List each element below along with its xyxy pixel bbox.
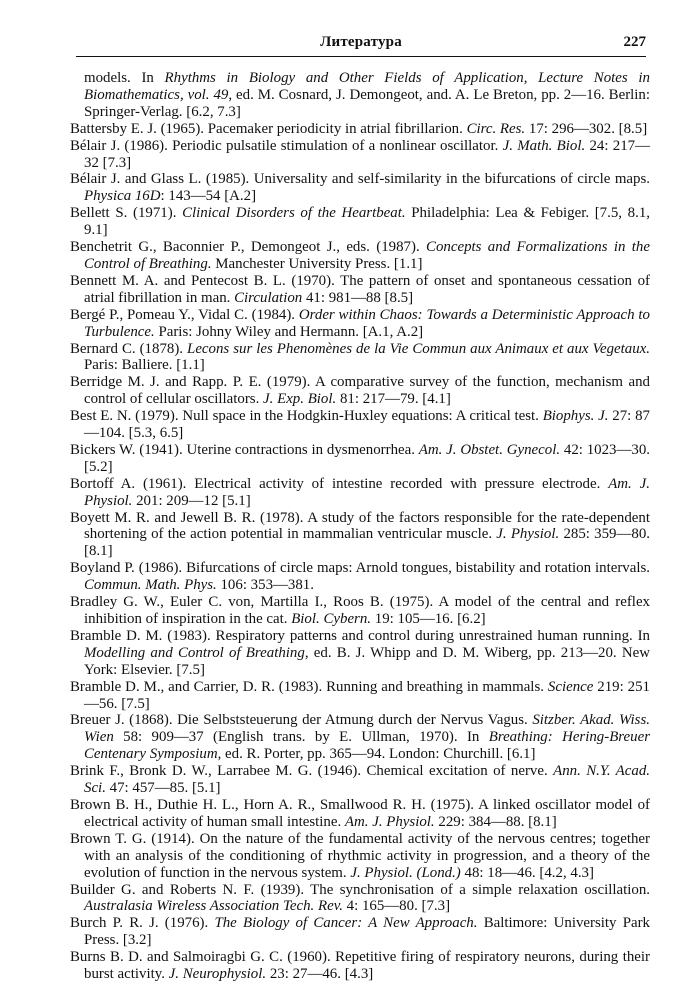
reference-text: 24: 217—32 [7.3] [84,137,650,171]
reference-source-title: Modelling and Control of Breathing [84,644,305,661]
reference-entry [70,239,650,273]
reference-text: 201: 209—12 [5.1] [132,492,251,509]
reference-source-title: J. Physiol. (Lond.) [350,864,461,881]
reference-entry [70,121,650,138]
reference-text: Bradley G. W., Euler C. von, Martilla I., Roos B. (1975). A model of the central and reflex inhibition of inspiration in the cat. [70,594,650,627]
reference-entry [70,408,650,442]
reference-entry [70,831,650,882]
reference-text: 41: 981—88 [8.5] [302,289,414,306]
reference-entry [70,915,650,949]
reference-text: Breuer J. (1868). Die Selbststeuerung der Atmung durch der Nervus Vagus. [70,712,533,729]
reference-source-title: Circulation [234,289,303,306]
reference-text: Bergé P., Pomeau Y., Vidal C. (1984). [70,306,299,323]
reference-text: Philadelphia: Lea & Febiger. [7.5, 8.1, 9.1] [84,205,651,239]
reference-text: 42: 1023—30. [5.2] [84,441,650,475]
reference-entry [70,510,650,561]
reference-text: Battersby E. J. (1965). Pacemaker periodicity in atrial fibrillarion. [70,120,467,137]
reference-text: Brown T. G. (1914). On the nature of the fundamental activity of the nervous centres; together with an analysis of the conditioning of rhythmic activity in progression, and a theory of the evolution of function in the nervous system. [70,830,650,881]
reference-text: Baltimore: University Park Press. [3.2] [84,915,650,949]
reference-text: Boyett M. R. and Jewell B. R. (1978). A study of the factors responsible for the rate-dependent shortening of the action potential in mammalian ventricular muscle. [70,509,650,543]
reference-text: 106: 353—381. [216,577,314,594]
reference-source-title: Biol. Cybern. [291,611,372,627]
reference-text: Burch P. R. J. (1976). [70,915,215,932]
reference-source-title: Rhythms in Biology and Other Fields of Application, Lecture Notes in Biomathematics, vol. 49 [84,70,650,103]
reference-entry [70,307,650,341]
reference-source-title: Am. J. Physiol. [344,813,435,830]
reference-source-title: Am. J. Obstet. Gynecol. [418,441,561,458]
reference-source-title: Science [547,678,594,695]
reference-list [70,70,650,983]
reference-source-title: Breathing: Hering-Breuer Centenary Symposium [84,729,651,763]
reference-text: models. In [84,70,165,86]
reference-entry [70,171,650,205]
reference-entry [70,679,650,713]
reference-text: Bélair J. (1986). Periodic pulsatile stimulation of a nonlinear oscillator. [70,137,503,154]
reference-entry [70,273,650,307]
reference-entry [70,763,650,797]
reference-source-title: Lecons sur les Phenomènes de la Vie Commun aux Animaux et aux Vegetaux. [187,340,651,357]
reference-text: 23: 27—46. [4.3] [266,966,374,983]
reference-source-title: Circ. Res. [466,120,526,137]
reference-source-title: Sitzber. Akad. Wiss. Wien [84,712,650,746]
reference-text: Berridge M. J. and Rapp. P. E. (1979). A comparative survey of the function, mechanism and control of cellular oscillators. [70,374,650,408]
reference-text: Bélair J. and Glass L. (1985). Universality and self-similarity in the bifurcations of circle maps. [70,171,650,188]
reference-entry [70,628,650,679]
reference-source-title: Order within Chaos: Towards a Deterministic Approach to Turbulence. [84,306,650,340]
reference-text: Paris: Johny Wiley and Hermann. [A.1, A.2] [154,323,424,340]
reference-text: 58: 909—37 (English trans. by E. Ullman, 1970). In [113,729,489,746]
reference-text: 285: 359—80. [8.1] [84,526,650,560]
reference-text: Bramble D. M. (1983). Respiratory patterns and control during unrestrained human running. In [70,627,650,644]
reference-source-title: J. Math. Biol. [502,137,586,154]
reference-text: Bickers W. (1941). Uterine contractions in dysmenorrhea. [70,441,419,458]
reference-text: 229: 384—88. [8.1] [434,813,557,830]
page-number: 227 [623,34,646,50]
reference-entry [70,949,650,983]
reference-text: 17: 296—302. [8.5] [525,120,648,137]
reference-text: Benchetrit G., Baconnier P., Demongeot J., eds. (1987). [70,239,427,256]
reference-source-title: J. Physiol. [496,526,560,543]
reference-entry [70,70,650,121]
reference-text: , ed. R. Porter, pp. 365—94. London: Churchill. [6.1] [217,746,536,763]
reference-text: Best E. N. (1979). Null space in the Hodgkin-Huxley equations: A critical test. [70,408,543,425]
reference-source-title: Commun. Math. Phys. [84,577,217,594]
reference-text: Bennett M. A. and Pentecost B. L. (1970). The pattern of onset and spontaneous cessation of atrial fibrillation in man. [70,272,650,306]
reference-text: 19: 105—16. [6.2] [371,611,486,627]
reference-text: , ed. M. Cosnard, J. Demongeot, and. A. Le Breton, pp. 2—16. Berlin: Springer-Verlag. [6.2, 7.3] [84,86,651,120]
reference-source-title: J. Neurophysiol. [168,966,267,983]
reference-source-title: Clinical Disorders of the Heartbeat. [182,205,406,222]
reference-text: Bernard C. (1878). [70,340,188,357]
reference-text: 27: 87—104. [5.3, 6.5] [84,408,650,442]
header-title: Литература [320,34,402,50]
reference-entry [70,205,650,239]
reference-entry [70,797,650,831]
reference-text: Brown B. H., Duthie H. L., Horn A. R., Smallwood R. H. (1975). A linked oscillator model of electrical activity of human small intestine. [70,796,650,830]
reference-text: Builder G. and Roberts N. F. (1939). The synchronisation of a simple relaxation oscillation. [70,881,650,898]
reference-entry [70,594,650,628]
reference-source-title: Am. J. Physiol. [84,475,650,509]
reference-source-title: Physica 16D [84,188,161,205]
reference-text: Burns B. D. and Salmoiragbi G. C. (1960). Repetitive firing of respiratory neurons, during their burst activity. [70,949,650,983]
reference-entry [70,560,650,594]
reference-text: 48: 18—46. [4.2, 4.3] [460,864,594,881]
reference-text: Manchester University Press. [1.1] [211,255,423,272]
reference-text: Brink F., Bronk D. W., Larrabee M. G. (1946). Chemical excitation of nerve. [70,763,554,780]
reference-entry [70,138,650,172]
reference-text: Paris: Balliere. [1.1] [84,357,205,374]
reference-entry [70,712,650,763]
reference-entry [70,374,650,408]
reference-entry [70,341,650,375]
reference-text: 219: 251—56. [7.5] [84,678,650,712]
reference-text: , ed. B. J. Whipp and D. M. Wiberg, pp. 213—20. New York: Elsevier. [7.5] [84,644,650,678]
reference-source-title: Biophys. J. [542,408,609,425]
reference-source-title: The Biology of Cancer: A New Approach. [214,915,478,932]
reference-text: Boyland P. (1986). Bifurcations of circle maps: Arnold tongues, bistability and rotation intervals. [70,560,650,577]
reference-source-title: Australasia Wireless Association Tech. Rev. [84,898,343,915]
running-header [76,34,646,57]
reference-entry [70,882,650,916]
reference-text: Bortoff A. (1961). Electrical activity of intestine recorded with pressure electrode. [70,475,609,492]
reference-entry [70,476,650,510]
reference-entry [70,442,650,476]
reference-text: 81: 217—79. [4.1] [336,391,451,408]
reference-source-title: J. Exp. Biol. [263,391,337,408]
reference-text: Bellett S. (1971). [70,205,183,222]
reference-text: 4: 165—80. [7.3] [342,898,451,915]
reference-source-title: Ann. N.Y. Acad. Sci. [84,763,651,797]
reference-text: 47: 457—85. [5.1] [105,780,221,797]
reference-text: : 143—54 [A.2] [160,188,257,205]
reference-text: Bramble D. M., and Carrier, D. R. (1983). Running and breathing in mammals. [70,678,548,695]
reference-source-title: Concepts and Formalizations in the Control of Breathing. [84,239,650,272]
